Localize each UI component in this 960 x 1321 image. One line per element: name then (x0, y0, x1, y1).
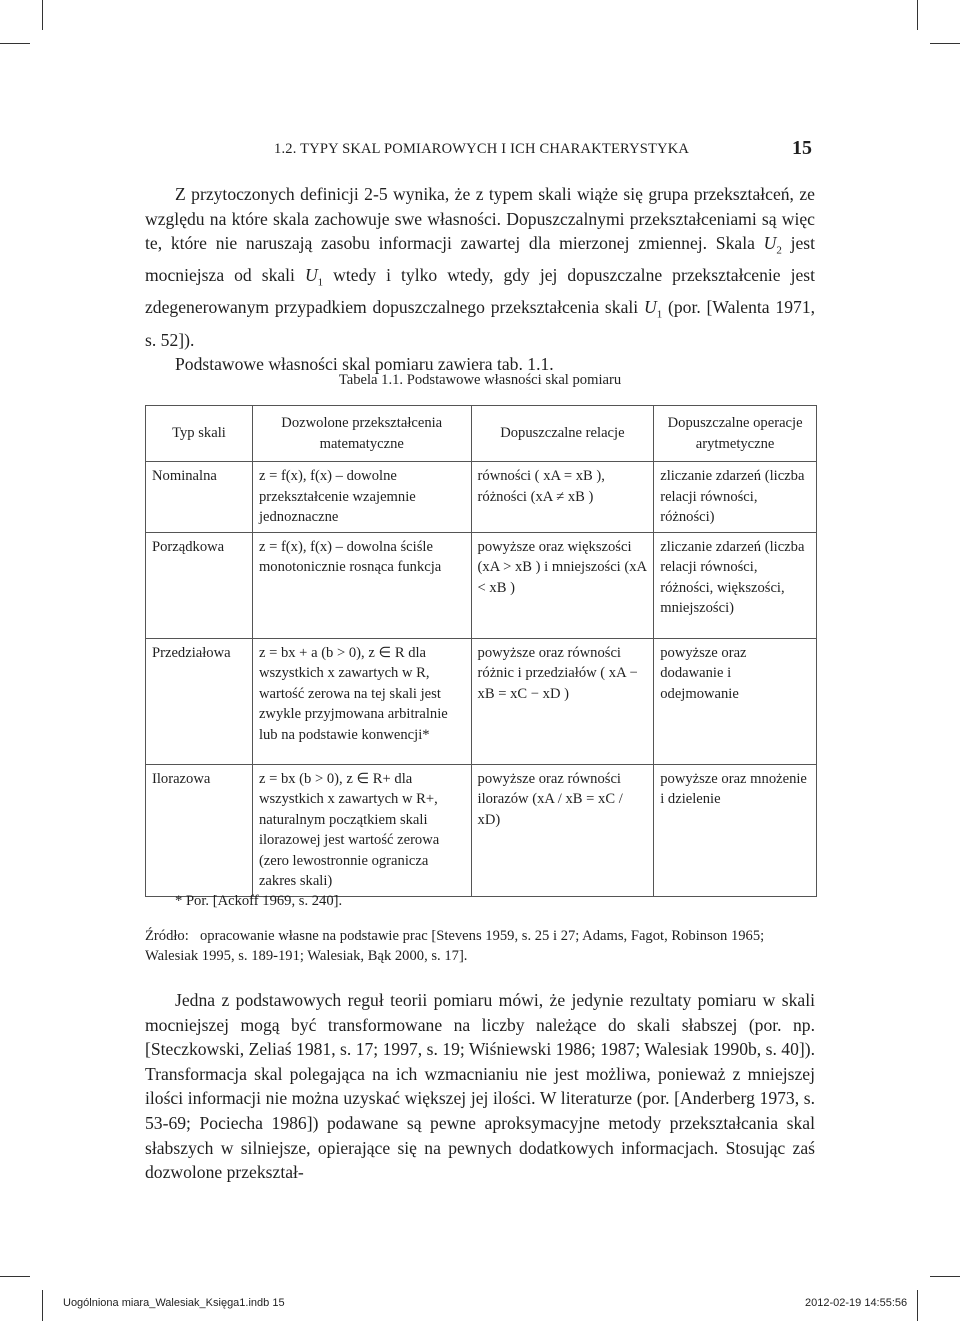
crop-mark (0, 43, 30, 44)
cell-relations: powyższe oraz równości ilorazów (xA / xB = xC / xD) (471, 764, 654, 896)
table-source (145, 926, 817, 966)
page-number: 15 (792, 137, 812, 159)
symbol-u1-sub: 1 (317, 276, 324, 289)
intro-section (145, 182, 815, 377)
cell-transform: z = bx + a (b > 0), z ∈ R dla wszystkich x zawartych w R, wartość zerowa na tej skali jest zwykle przyjmowana arbitralnie lub na podstawie konwencji* (252, 638, 471, 764)
symbol-u2-sub: 2 (776, 244, 782, 257)
crop-mark (0, 1276, 30, 1277)
cell-transform: z = f(x), f(x) – dowolna ściśle monotonicznie rosnąca funkcja (252, 532, 471, 638)
crop-mark (42, 0, 43, 30)
table-header-row (146, 406, 817, 462)
cell-transform: z = f(x), f(x) – dowolne przekształcenie wzajemnie jednoznaczne (252, 462, 471, 533)
intro-text-d: (por. [Walenta 1971, s. 52]). (145, 297, 816, 350)
source-label: Źródło: (145, 928, 189, 944)
cell-type: Nominalna (146, 462, 253, 533)
cell-operations: zliczanie zdarzeń (liczba relacji równości, różności, większości, mniejszości) (654, 532, 817, 638)
table-caption: Tabela 1.1. Podstawowe własności skal pomiaru (338, 372, 622, 388)
header-cell: Dopuszczalne relacje (471, 406, 654, 462)
header-cell: Dopuszczalne operacje arytmetyczne (654, 406, 817, 462)
intro-text-b: jest mocniejsza od skali (145, 233, 815, 286)
footer-filename: Uogólniona miara_Walesiak_Księga1.indb 15 (63, 1297, 285, 1309)
crop-mark (42, 1290, 43, 1321)
intro-text-c: wtedy i tylko wtedy, gdy jej dopuszczalne przekształcenie jest zdegenerowanym przypadkiem dopuszczalnego przekształcenia skali (145, 265, 816, 318)
crop-mark (930, 43, 960, 44)
symbol-u1: U (304, 265, 318, 286)
cell-relations: równości ( xA = xB ), różności (xA ≠ xB ) (471, 462, 654, 533)
body-paragraph: Jedna z podstawowych reguł teorii pomiaru mówi, że jedynie rezultaty pomiaru w skali mocniejszej mogą być transformowane na liczby należące do skali słabszej (por. np. [Steczkowski, Zeliaś 1981, s. 17; 1997, s. 19; Wiśniewski 1986; 1987; Walesiak 1990b, s. 40]). Transformacja skal polegająca na ich wzmacnianiu nie jest możliwa, ponieważ z mniejszej ilości informacji nie można uzyskać większej jej ilości. W literaturze (por. [Anderberg 1973, s. 53-69; Pociecha 1986]) podawane są pewne aproksymacyjne metody przekształcania skal słabszych w silniejsze, opierające się na pewnych dodatkowych informacjach. Stosując zaś dozwolone przekształ- (145, 990, 815, 1183)
cell-operations: powyższe oraz dodawanie i odejmowanie (654, 638, 817, 764)
header-cell: Dozwolone przekształcenia matematyczne (252, 406, 471, 462)
cell-type: Ilorazowa (146, 764, 253, 896)
table-footnote: * Por. [Ackoff 1969, s. 240]. (175, 893, 343, 909)
source-text: opracowanie własne na podstawie prac [Stevens 1959, s. 25 i 27; Adams, Fagot, Robinson 1965; Walesiak 1995, s. 189-191; Walesiak, Bąk 2000, s. 17]. (145, 928, 765, 964)
symbol-u1-b: U (643, 297, 657, 318)
cell-relations: powyższe oraz równości różnic i przedziałów ( xA − xB = xC − xD ) (471, 638, 654, 764)
table-row (146, 638, 817, 764)
crop-mark (917, 1290, 918, 1321)
intro-paragraph (145, 182, 815, 352)
intro-text-a: Z przytoczonych definicji 2-5 wynika, że z typem skali wiąże się grupa przekształceń, ze względu na które skala zachowuje swe własności. Dopuszczalnymi przekształceniami są więc te, które nie naruszają zasobu informacji zawartej dla mierzonej zmiennej. Skala (145, 184, 815, 254)
crop-mark (930, 1276, 960, 1277)
properties-table (145, 405, 817, 897)
cell-transform: z = bx (b > 0), z ∈ R+ dla wszystkich x zawartych w R+, naturalnym początkiem skali ilorazowej jest wartość zerowa (zero lewostronnie ogranicza zakres skali) (252, 764, 471, 896)
header-cell: Typ skali (146, 406, 253, 462)
crop-mark (917, 0, 918, 30)
body-section (145, 988, 815, 1185)
symbol-u1-b-sub: 1 (656, 308, 663, 321)
intro-paragraph-2: Podstawowe własności skal pomiaru zawiera tab. 1.1. (175, 354, 554, 375)
cell-operations: powyższe oraz mnożenie i dzielenie (654, 764, 817, 896)
footer-datetime: 2012-02-19 14:55:56 (805, 1297, 908, 1309)
table-row (146, 764, 817, 896)
cell-type: Przedziałowa (146, 638, 253, 764)
cell-relations: powyższe oraz większości (xA > xB ) i mniejszości (xA < xB ) (471, 532, 654, 638)
table-row (146, 532, 817, 638)
cell-type: Porządkowa (146, 532, 253, 638)
symbol-u2: U (763, 233, 777, 254)
running-header: 1.2. TYPY SKAL POMIAROWYCH I ICH CHARAKTERYSTYKA (274, 141, 690, 157)
table-row (146, 462, 817, 533)
cell-operations: zliczanie zdarzeń (liczba relacji równości, różności) (654, 462, 817, 533)
